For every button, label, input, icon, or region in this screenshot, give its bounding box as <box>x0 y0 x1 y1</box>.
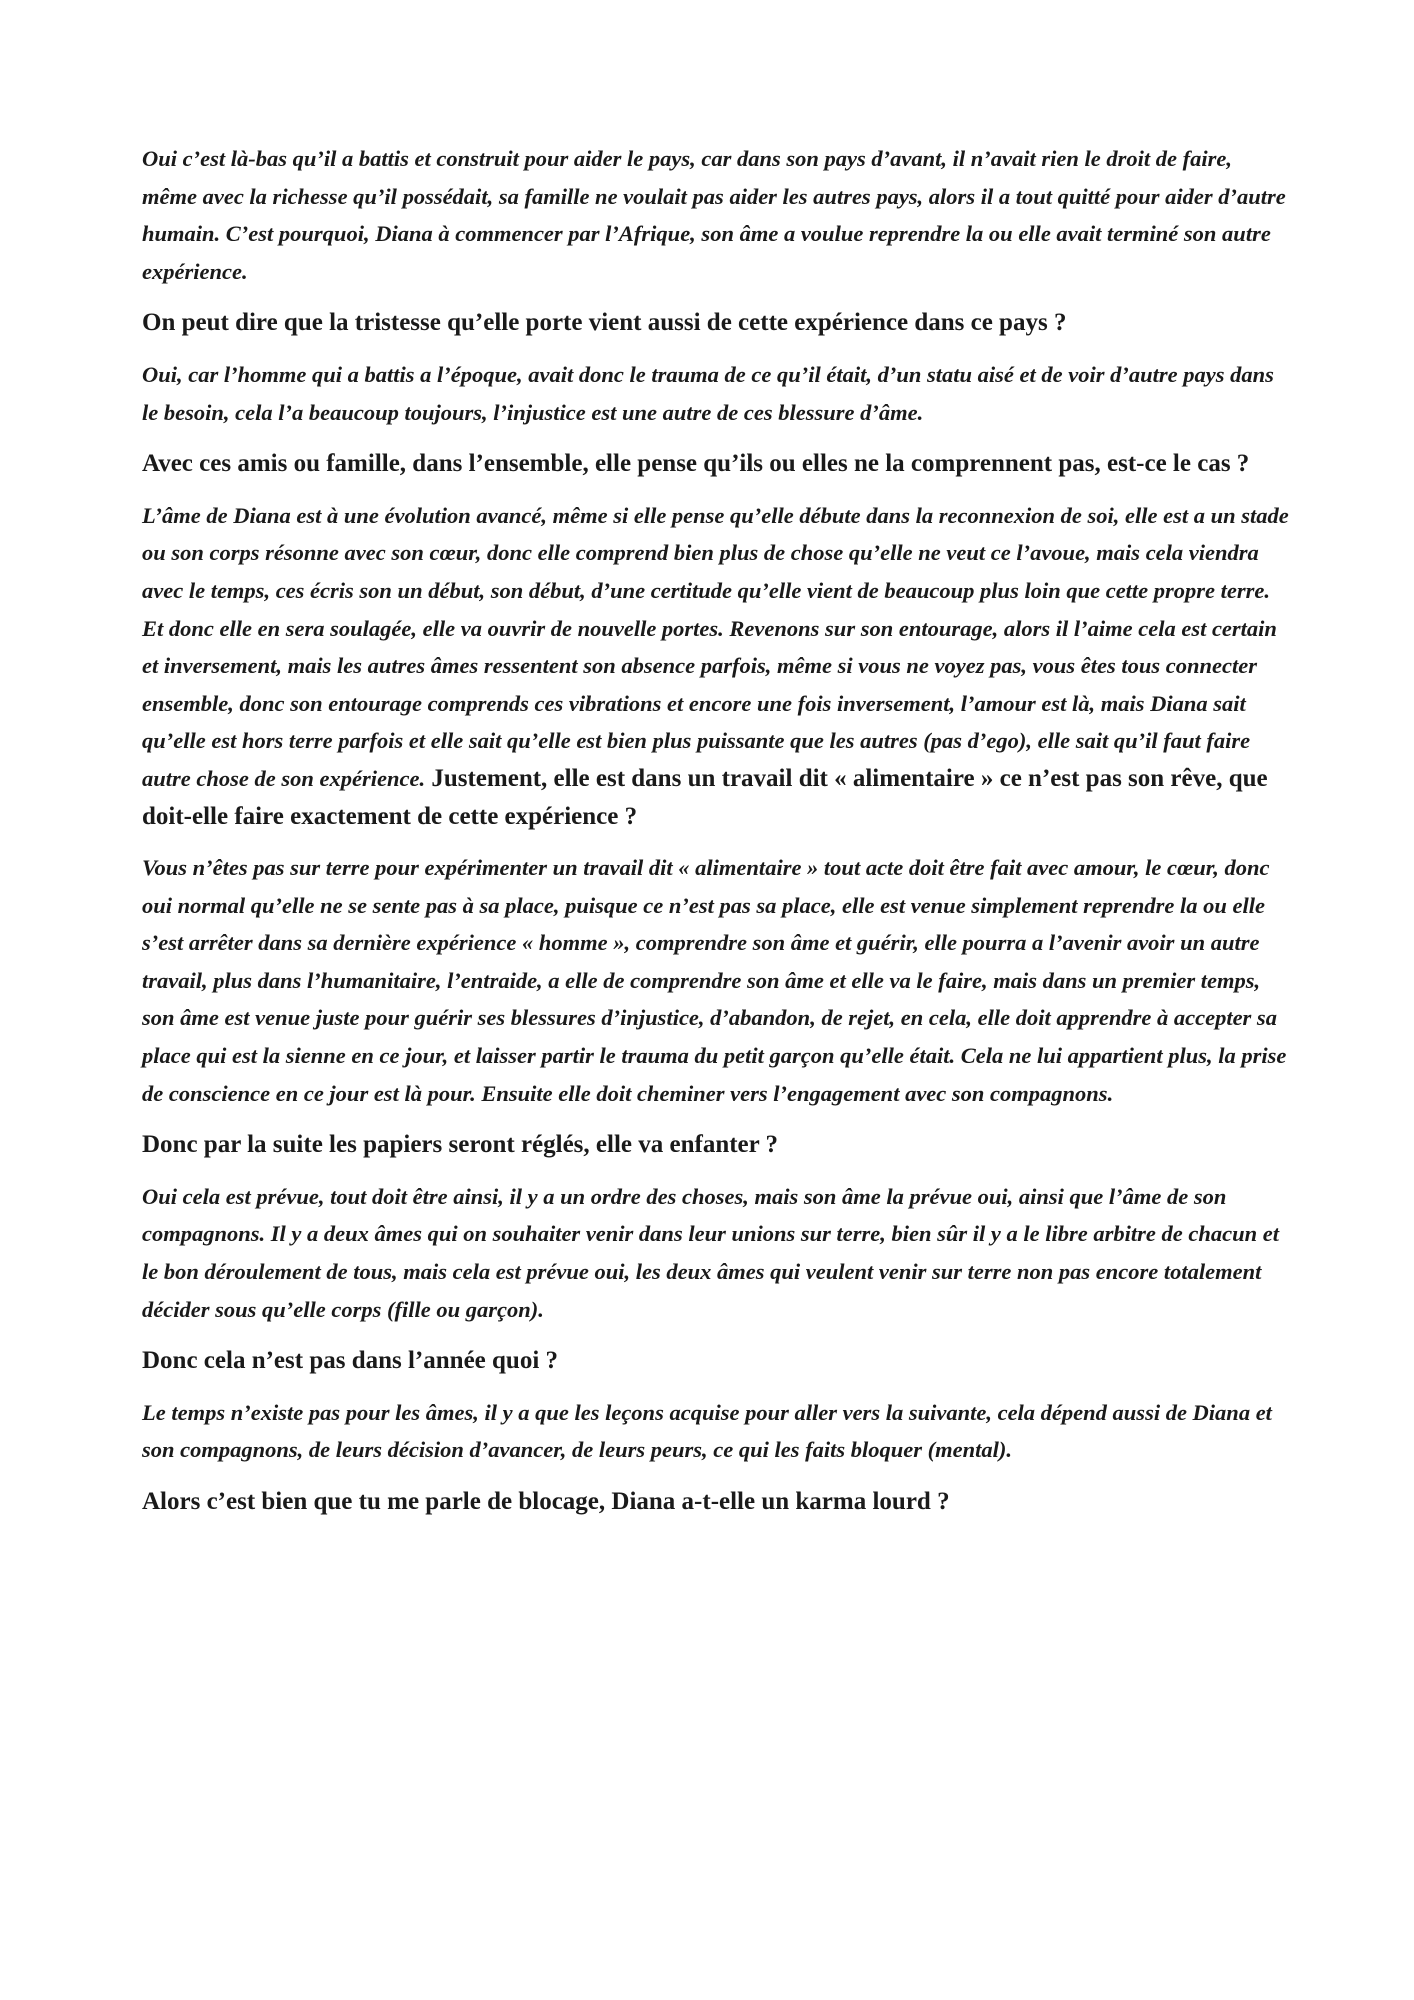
question-paragraph: Alors c’est bien que tu me parle de blocage, Diana a-t-elle un karma lourd ? <box>142 1488 950 1515</box>
question-text: Justement, elle est dans un travail dit « alimentaire » ce n’est pas son rêve, que doit-elle faire exactement de cette expérience ? <box>142 764 1268 830</box>
document-page <box>142 140 1290 1535</box>
question-paragraph: On peut dire que la tristesse qu’elle porte vient aussi de cette expérience dans ce pays ? <box>142 309 1067 337</box>
answer-paragraph: Oui c’est là-bas qu’il a battis et construit pour aider le pays, car dans son pays d’avant, il n’avait rien le droit de faire, même avec la richesse qu’il possédait, sa famille ne voulait pas aider les autres pays, alors il a tout quitté pour aider d’autre humain. C’est pourquoi, Diana à commencer par l’Afrique, son âme a voulue reprendre la ou elle avait terminé son autre expérience. <box>142 146 1286 284</box>
question-paragraph: Donc par la suite les papiers seront réglés, elle va enfanter ? <box>142 1131 779 1159</box>
answer-paragraph: Vous n’êtes pas sur terre pour expérimenter un travail dit « alimentaire » tout acte doit être fait avec amour, le cœur, donc oui normal qu’elle ne se sente pas à sa place, puisque ce n’est pas sa place, elle est venue simplement reprendre la ou elle s’est arrêter dans sa dernière expérience « homme », comprendre son âme et guérir, elle pourra a l’avenir avoir un autre travail, plus dans l’humanitaire, l’entraide, a elle de comprendre son âme et elle va le faire, mais dans un premier temps, son âme est venue juste pour guérir ses blessures d’injustice, d’abandon, de rejet, en cela, elle doit apprendre à accepter sa place qui est la sienne en ce jour, et laisser partir le trauma du petit garçon qu’elle était. Cela ne lui appartient plus, la prise de conscience en ce jour est là pour. Ensuite elle doit cheminer vers l’engagement avec son compagnons. <box>142 855 1287 1106</box>
answer-paragraph: Le temps n’existe pas pour les âmes, il y a que les leçons acquise pour aller vers la suivante, cela dépend aussi de Diana et son compagnons, de leurs décision d’avancer, de leurs peurs, ce qui les faits bloquer (mental). <box>142 1399 1272 1463</box>
question-paragraph: Avec ces amis ou famille, dans l’ensemble, elle pense qu’ils ou elles ne la comprennent pas, est-ce le cas ? <box>142 450 1250 478</box>
mixed-paragraph <box>142 497 1290 835</box>
answer-paragraph: Oui, car l’homme qui a battis a l’époque, avait donc le trauma de ce qu’il était, d’un statu aisé et de voir d’autre pays dans le besoin, cela l’a beaucoup toujours, l’injustice est une autre de ces blessure d’âme. <box>142 361 1274 425</box>
question-paragraph: Donc cela n’est pas dans l’année quoi ? <box>142 1347 559 1375</box>
answer-text: L’âme de Diana est à une évolution avancé, même si elle pense qu’elle débute dans la reconnexion de soi, elle est a un stade ou son corps résonne avec son cœur, donc elle comprend bien plus de chose qu’elle ne veut ce l’avoue, mais cela viendra avec le temps, ces écris son un début, son début, d’une certitude qu’elle vient de beaucoup plus loin que cette propre terre. Et donc elle en sera soulagée, elle va ouvrir de nouvelle portes. Revenons sur son entourage, alors il l’aime cela est certain et inversement, mais les autres âmes ressentent son absence parfois, même si vous ne voyez pas, vous êtes tous connecter ensemble, donc son entourage comprends ces vibrations et encore une fois inversement, l’amour est là, mais Diana sait qu’elle est hors terre parfois et elle sait qu’elle est bien plus puissante que les autres (pas d’ego), elle sait qu’il faut faire autre chose de son expérience. <box>142 502 1289 791</box>
answer-paragraph: Oui cela est prévue, tout doit être ainsi, il y a un ordre des choses, mais son âme la prévue oui, ainsi que l’âme de son compagnons. Il y a deux âmes qui on souhaiter venir dans leur unions sur terre, bien sûr il y a le libre arbitre de chacun et le bon déroulement de tous, mais cela est prévue oui, les deux âmes qui veulent venir sur terre non pas encore totalement décider sous qu’elle corps (fille ou garçon). <box>142 1183 1280 1322</box>
